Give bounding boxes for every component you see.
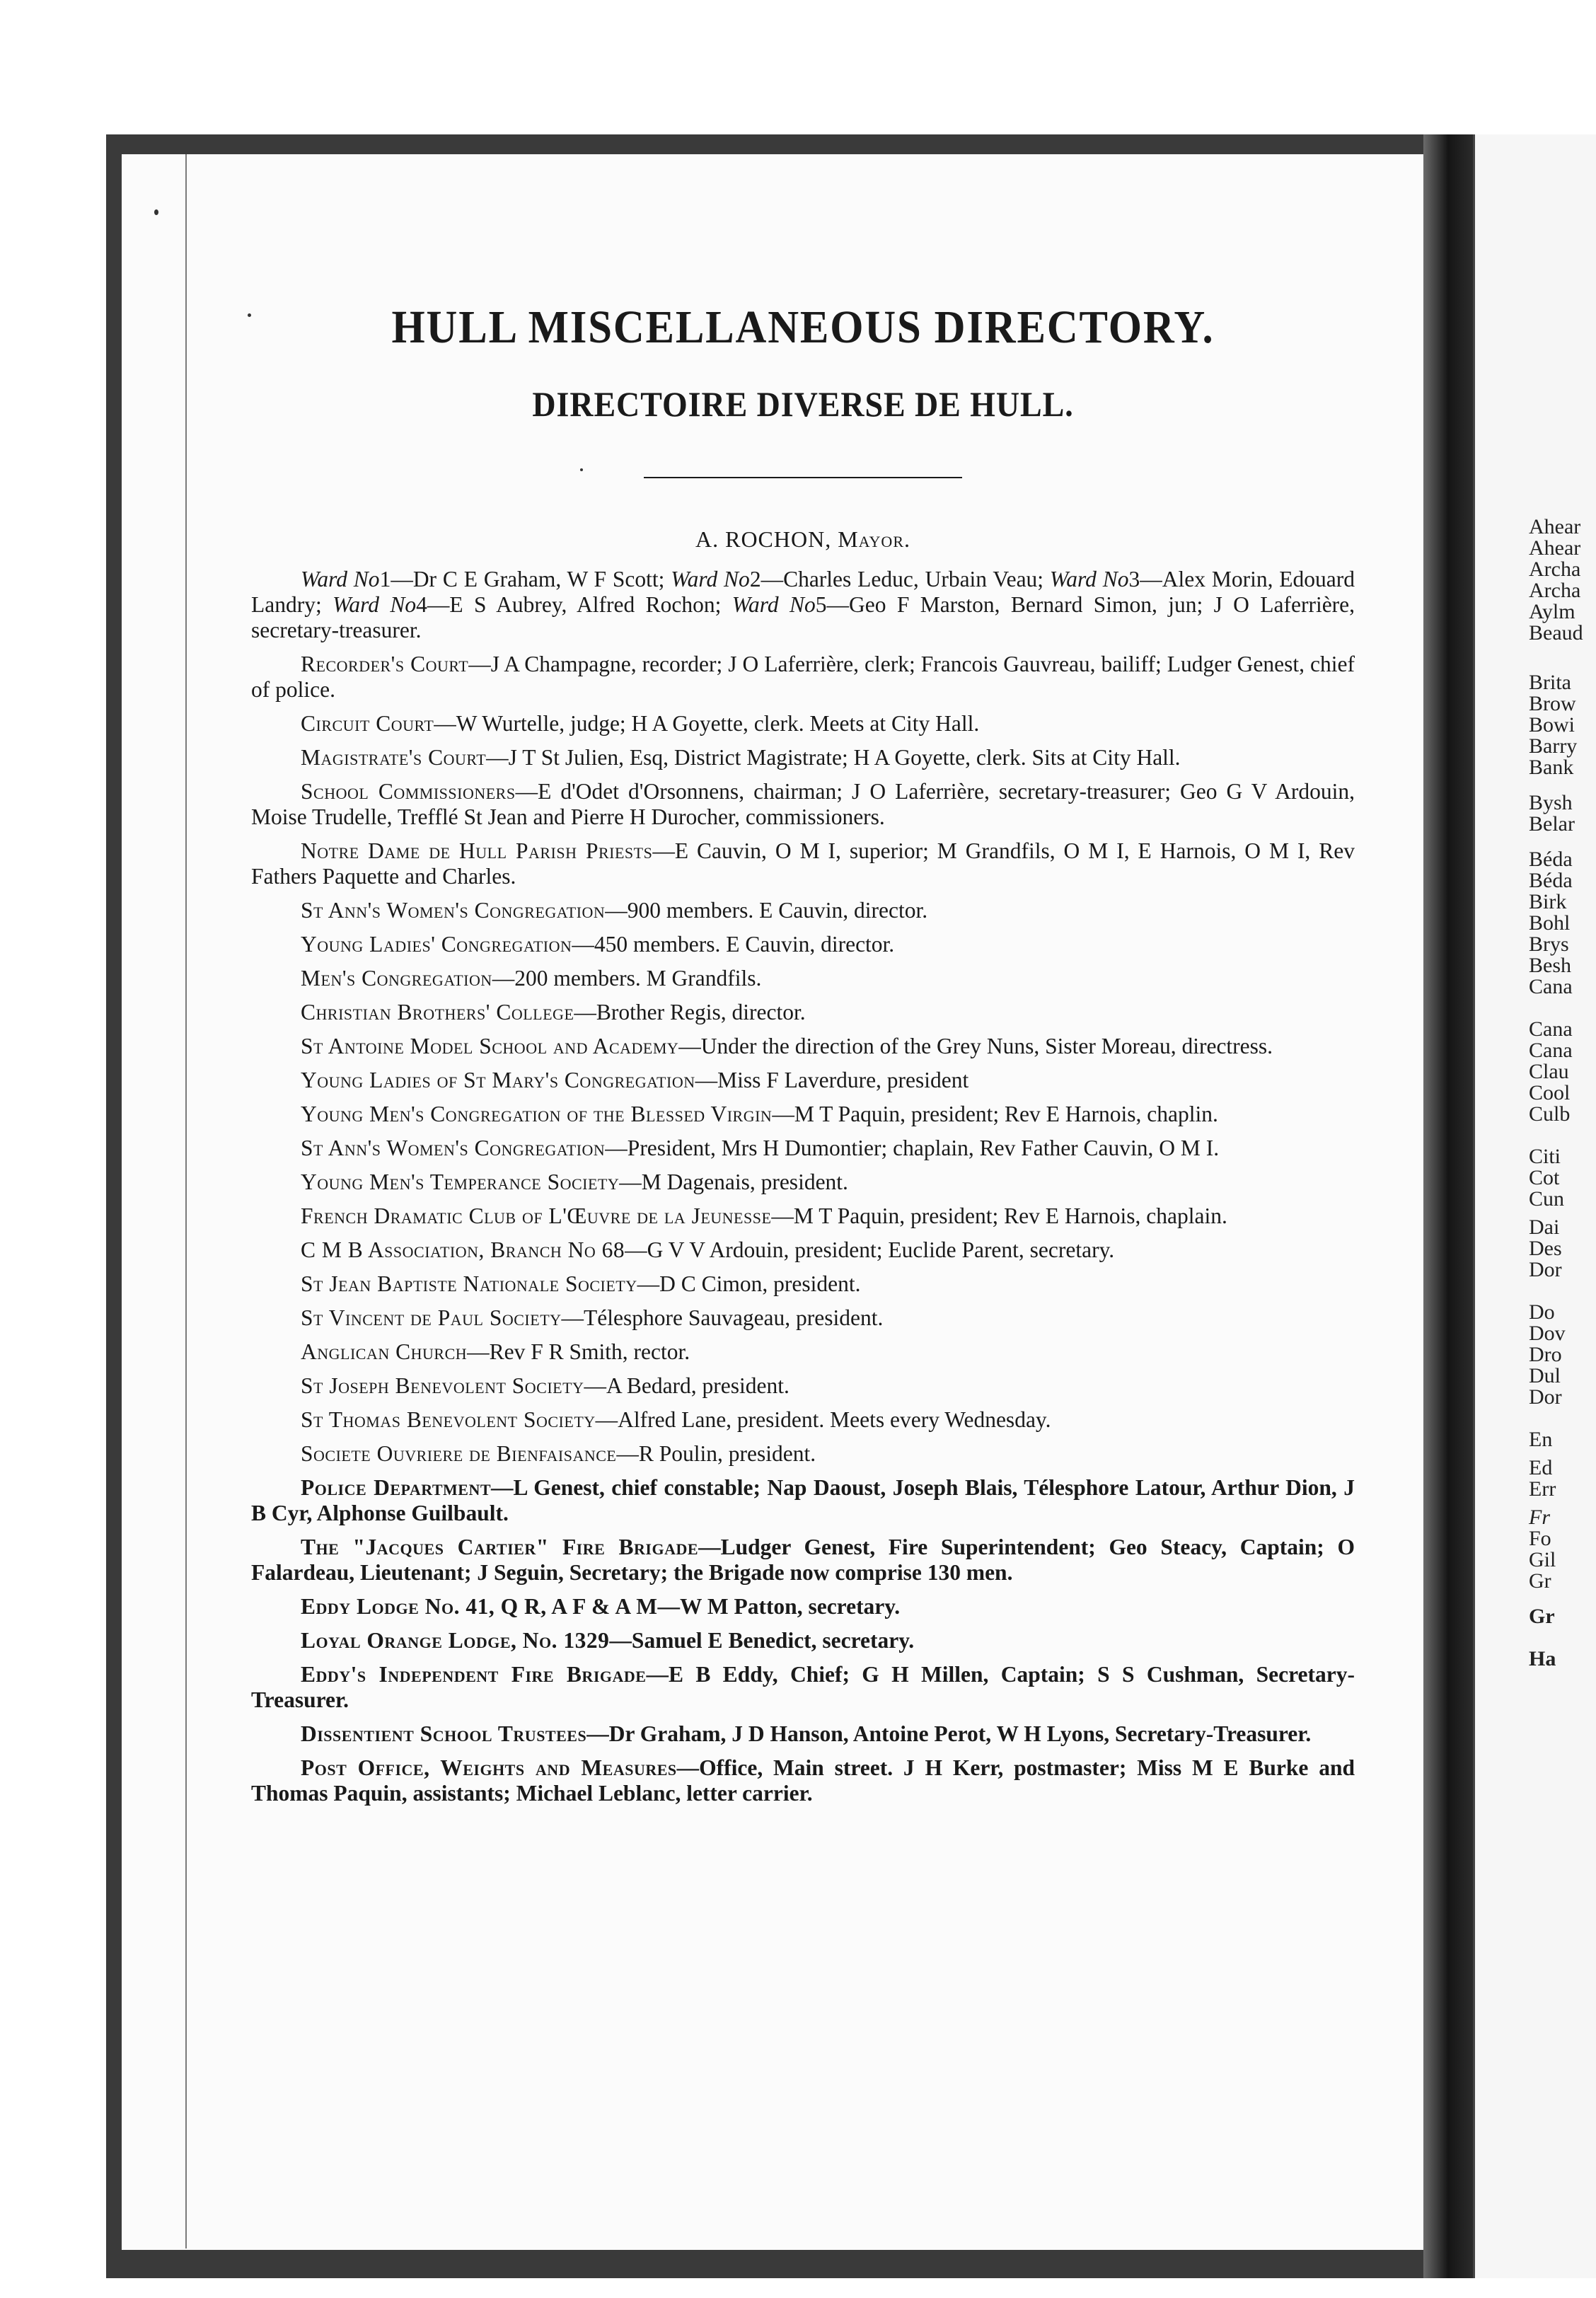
- entry-text: —Alfred Lane, president. Meets every Wednesday.: [595, 1407, 1051, 1432]
- entry-heading: Young Men's Temperance Society: [301, 1170, 620, 1194]
- entry-heading: C M B Association, Branch No 68: [301, 1237, 625, 1262]
- adjacent-page-line: Bank: [1529, 756, 1574, 779]
- entry-text: —J A Champagne, recorder; J O Laferrière, clerk; Francois Gauvreau, bailiff; Ludger Genest, chief of police.: [251, 652, 1355, 702]
- entry-heading: Young Ladies' Congregation: [301, 932, 572, 957]
- adjacent-page-line: Brow: [1529, 692, 1576, 715]
- book-gutter: [1423, 134, 1473, 2278]
- ink-speck: [154, 209, 158, 215]
- entry-heading: St Ann's Women's Congregation: [301, 1136, 606, 1160]
- adjacent-page-line: Bohl: [1529, 911, 1571, 935]
- adjacent-page-line: Clau: [1529, 1060, 1569, 1083]
- directory-entry: [251, 1305, 1355, 1331]
- adjacent-page-line: Fr: [1529, 1506, 1550, 1529]
- adjacent-page-line: Béda: [1529, 869, 1573, 892]
- adjacent-page-line: Cana: [1529, 1017, 1573, 1041]
- directory-entry: [251, 966, 1355, 991]
- entry-text: —200 members. M Grandfils.: [492, 966, 762, 991]
- entry-heading: Loyal Orange Lodge, No. 1329: [301, 1628, 610, 1653]
- entry-text: —Under the direction of the Grey Nuns, Sister Moreau, directress.: [678, 1034, 1273, 1058]
- directory-entry: [251, 1441, 1355, 1467]
- adjacent-page-line: Dro: [1529, 1343, 1562, 1366]
- adjacent-page-line: Beaud: [1529, 621, 1583, 645]
- entry-text: —Brother Regis, director.: [574, 1000, 806, 1024]
- entry-heading: Recorder's Court: [301, 652, 469, 676]
- entry-text: —Rev F R Smith, rector.: [467, 1339, 690, 1364]
- entry-text: —President, Mrs H Dumontier; chaplain, Rev Father Cauvin, O M I.: [605, 1136, 1220, 1160]
- adjacent-page-line: Cana: [1529, 1039, 1573, 1062]
- directory-entry: [251, 1068, 1355, 1093]
- entry-text: —L Genest, chief constable; Nap Daoust, Joseph Blais, Télesphore Latour, Arthur Dion, J B Cyr, Alphonse Guilbault.: [251, 1475, 1355, 1525]
- scan-frame-bottom: [106, 2250, 1549, 2278]
- directory-entry: [251, 1755, 1355, 1806]
- entry-text: —Ludger Genest, Fire Superintendent; Geo Steacy, Captain; O Falardeau, Lieutenant; J Seguin, Secretary; the Brigade now comprise 130 men.: [251, 1535, 1355, 1585]
- adjacent-page-line: Dai: [1529, 1216, 1560, 1239]
- entry-heading: Young Ladies of St Mary's Congregation: [301, 1068, 695, 1092]
- directory-entry: [251, 711, 1355, 737]
- adjacent-page-line: Ed: [1529, 1456, 1553, 1479]
- adjacent-page-line: Err: [1529, 1477, 1556, 1501]
- adjacent-page-line: Gr: [1529, 1569, 1551, 1593]
- directory-entry: [251, 1721, 1355, 1747]
- adjacent-page-line: Belar: [1529, 812, 1575, 836]
- adjacent-page-line: Culb: [1529, 1102, 1571, 1126]
- entry-heading: Police Department: [301, 1475, 492, 1500]
- entry-text: —Office, Main street. J H Kerr, postmaster; Miss M E Burke and Thomas Paquin, assistants; Michael Leblanc, letter carrier.: [251, 1755, 1355, 1806]
- adjacent-page-line: Brita: [1529, 671, 1571, 694]
- entry-heading: Young Men's Congregation of the Blessed Virgin: [301, 1102, 773, 1126]
- entry-heading: Notre Dame de Hull Parish Priests: [301, 838, 653, 863]
- adjacent-page-line: Ahear: [1529, 515, 1581, 538]
- directory-entry: [251, 1102, 1355, 1127]
- entry-text: —E B Eddy, Chief; G H Millen, Captain; S S Cushman, Secretary-Treasurer.: [251, 1662, 1355, 1712]
- page-title: HULL MISCELLANEOUS DIRECTORY.: [391, 301, 1215, 353]
- adjacent-page-line: Ahear: [1529, 536, 1581, 560]
- entry-text: —W Wurtelle, judge; H A Goyette, clerk. Meets at City Hall.: [434, 711, 980, 736]
- entry-heading: St Jean Baptiste Nationale Society: [301, 1271, 637, 1296]
- directory-entry: [251, 1339, 1355, 1365]
- adjacent-page-line: Bowi: [1529, 713, 1575, 737]
- directory-entry: [251, 1535, 1355, 1586]
- entry-heading: Societe Ouvriere de Bienfaisance: [301, 1441, 617, 1466]
- adjacent-page-line: Dul: [1529, 1364, 1561, 1387]
- entry-text: —900 members. E Cauvin, director.: [605, 898, 928, 923]
- entry-text: —Dr Graham, J D Hanson, Antoine Perot, W H Lyons, Secretary-Treasurer.: [586, 1721, 1312, 1746]
- directory-entry: [251, 652, 1355, 703]
- adjacent-page-line: Cana: [1529, 975, 1573, 998]
- directory-content: [251, 296, 1355, 1815]
- directory-entry: [251, 1475, 1355, 1526]
- entry-heading: St Joseph Benevolent Society: [301, 1373, 584, 1398]
- adjacent-page-line: Cot: [1529, 1166, 1560, 1189]
- adjacent-page-line: Dor: [1529, 1385, 1562, 1409]
- adjacent-page-line: Dov: [1529, 1322, 1566, 1345]
- adjacent-page-line: Béda: [1529, 848, 1573, 871]
- entry-heading: St Antoine Model School and Academy: [301, 1034, 679, 1058]
- entry-text: —E d'Odet d'Orsonnens, chairman; J O Laferrière, secretary-treasurer; Geo G V Ardouin, Moise Trudelle, Trefflé St Jean and Pierre H Durocher, commissioners.: [251, 779, 1355, 829]
- adjacent-page-line: Barry: [1529, 734, 1578, 758]
- entry-heading: Dissentient School Trustees: [301, 1721, 587, 1746]
- entry-text: —M T Paquin, president; Rev E Harnois, chaplain.: [771, 1203, 1227, 1228]
- adjacent-page-line: Bysh: [1529, 791, 1573, 814]
- directory-entry: [251, 745, 1355, 770]
- entry-text: —W M Patton, secretary.: [657, 1594, 901, 1619]
- adjacent-page-line: Besh: [1529, 954, 1571, 977]
- entry-text: —Télesphore Sauvageau, president.: [561, 1305, 884, 1330]
- entry-heading: School Commissioners: [301, 779, 516, 804]
- adjacent-page-line: Ha: [1529, 1647, 1556, 1670]
- adjacent-page-line: Des: [1529, 1237, 1562, 1260]
- adjacent-page-line: Brys: [1529, 933, 1569, 956]
- entry-text: —M T Paquin, president; Rev E Harnois, chaplin.: [772, 1102, 1218, 1126]
- entry-text: —R Poulin, president.: [616, 1441, 816, 1466]
- entry-heading: Magistrate's Court: [301, 745, 487, 770]
- entry-heading: Post Office, Weights and Measures: [301, 1755, 677, 1780]
- adjacent-page-line: Archa: [1529, 558, 1581, 581]
- directory-entry: [251, 1373, 1355, 1399]
- adjacent-page-line: Gil: [1529, 1548, 1556, 1571]
- page-subtitle: DIRECTOIRE DIVERSE DE HULL.: [532, 384, 1074, 424]
- title-rule: [644, 477, 962, 478]
- mayor-line: [251, 526, 1355, 553]
- entry-text: —G V V Ardouin, president; Euclide Parent, secretary.: [625, 1237, 1115, 1262]
- directory-entry: [251, 1662, 1355, 1713]
- directory-entry: [251, 1594, 1355, 1619]
- entry-text: —M Dagenais, president.: [619, 1170, 848, 1194]
- entry-text: —450 members. E Cauvin, director.: [572, 932, 895, 957]
- adjacent-page-line: En: [1529, 1428, 1553, 1451]
- directory-entry: [251, 1203, 1355, 1229]
- entry-heading: Men's Congregation: [301, 966, 492, 991]
- entry-heading: Circuit Court: [301, 711, 434, 736]
- directory-entry: [251, 1000, 1355, 1025]
- mayor-name: A. ROCHON,: [695, 526, 832, 552]
- entry-text: —A Bedard, president.: [584, 1373, 790, 1398]
- directory-entry: [251, 1407, 1355, 1433]
- adjacent-page-line: Do: [1529, 1300, 1555, 1324]
- adjacent-page-line: Archa: [1529, 579, 1581, 602]
- entry-heading: Anglican Church: [301, 1339, 468, 1364]
- scan-frame-left: [106, 134, 122, 2264]
- entry-text: —E Cauvin, O M I, superior; M Grandfils, O M I, E Harnois, O M I, Rev Fathers Paquette and Charles.: [251, 838, 1355, 889]
- mayor-role: Mayor.: [838, 526, 910, 552]
- directory-entry: [251, 779, 1355, 830]
- entry-heading: The "Jacques Cartier" Fire Brigade: [301, 1535, 699, 1559]
- adjacent-page-line: Dor: [1529, 1258, 1562, 1281]
- entry-heading: St Thomas Benevolent Society: [301, 1407, 596, 1432]
- directory-entry: [251, 1034, 1355, 1059]
- adjacent-page-line: Gr: [1529, 1605, 1555, 1628]
- adjacent-page-line: Citi: [1529, 1145, 1561, 1168]
- directory-entry: [251, 1628, 1355, 1653]
- entry-text: —Miss F Laverdure, president: [695, 1068, 969, 1092]
- directory-entry: [251, 1271, 1355, 1297]
- ward-entry: Ward No1—Dr C E Graham, W F Scott; Ward No2—Charles Leduc, Urbain Veau; Ward No3—Alex Morin, Edouard Landry; Ward No4—E S Aubrey, Alfred Rochon; Ward No5—Geo F Marston, Bernard Simon, jun; J O Laferrière, secretary-treasurer.: [251, 567, 1355, 642]
- adjacent-page-line: Cun: [1529, 1187, 1565, 1211]
- page-margin-line: [185, 154, 187, 2248]
- scan-frame-top: [106, 134, 1549, 154]
- entry-heading: French Dramatic Club of L'Œuvre de la Jeunesse: [301, 1203, 772, 1228]
- entry-text: —J T St Julien, Esq, District Magistrate; H A Goyette, clerk. Sits at City Hall.: [486, 745, 1181, 770]
- directory-entry: [251, 898, 1355, 923]
- adjacent-page-line: Fo: [1529, 1527, 1551, 1550]
- directory-entry: [251, 932, 1355, 957]
- adjacent-page: [1473, 134, 1596, 2278]
- directory-entry: [251, 838, 1355, 889]
- entry-heading: Eddy Lodge No. 41, Q R, A F & A M: [301, 1594, 658, 1619]
- entry-heading: St Ann's Women's Congregation: [301, 898, 606, 923]
- entry-heading: Christian Brothers' College: [301, 1000, 574, 1024]
- adjacent-page-line: Birk: [1529, 890, 1567, 913]
- entry-heading: Eddy's Independent Fire Brigade: [301, 1662, 647, 1687]
- entry-heading: St Vincent de Paul Society: [301, 1305, 562, 1330]
- adjacent-page-line: Aylm: [1529, 600, 1575, 623]
- entry-text: —Samuel E Benedict, secretary.: [609, 1628, 915, 1653]
- directory-entries: [251, 567, 1355, 1806]
- directory-entry: [251, 1136, 1355, 1161]
- entry-text: —D C Cimon, president.: [637, 1271, 861, 1296]
- directory-entry: [251, 1237, 1355, 1263]
- directory-entry: [251, 1170, 1355, 1195]
- adjacent-page-line: Cool: [1529, 1081, 1571, 1104]
